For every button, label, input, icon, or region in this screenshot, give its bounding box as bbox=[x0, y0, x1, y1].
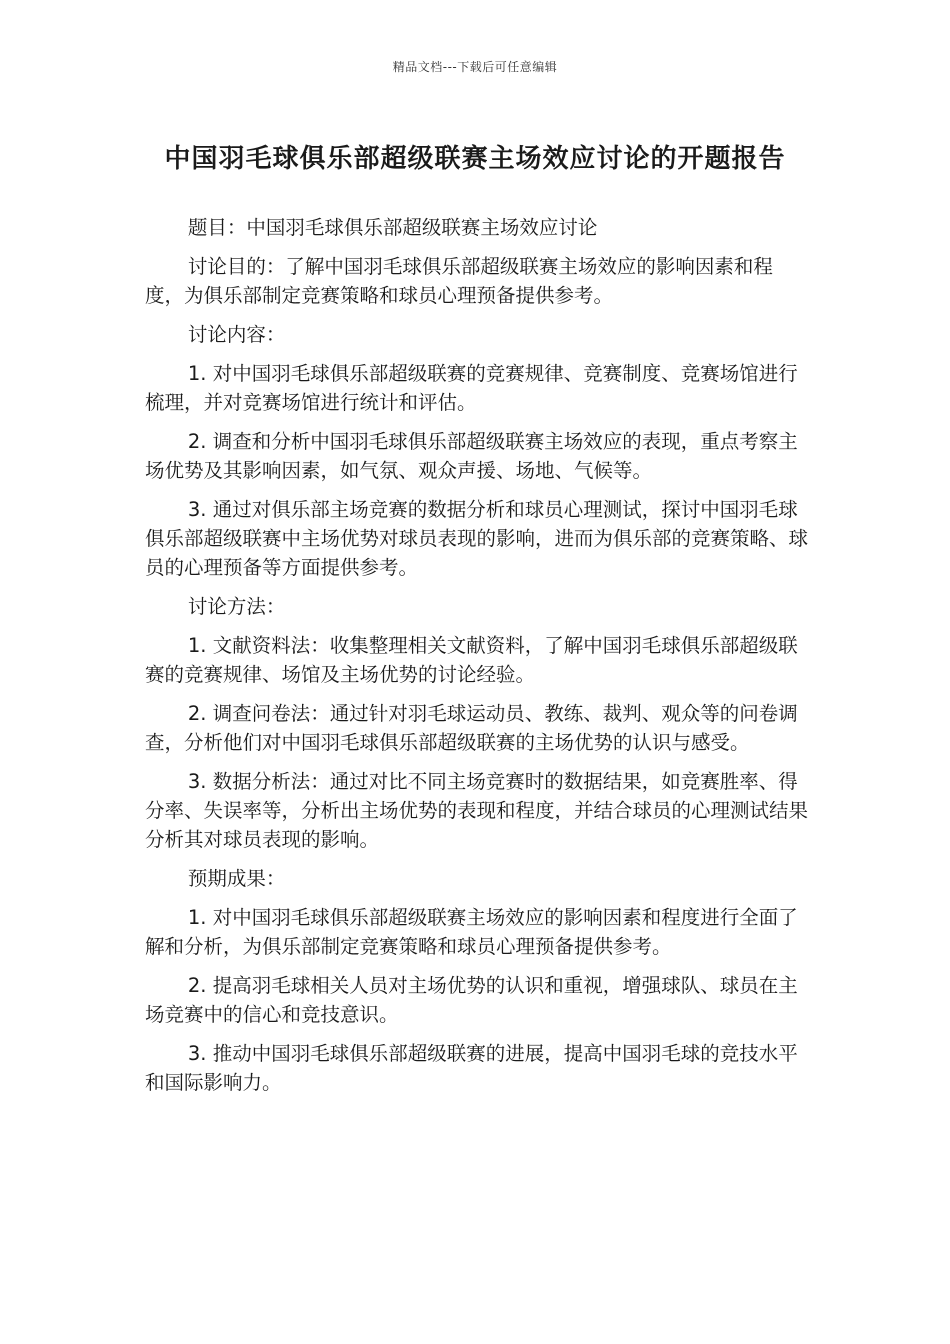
list-item: 3. 数据分析法：通过对比不同主场竞赛时的数据结果，如竞赛胜率、得分率、失误率等，分析出主场优势的表现和程度，并结合球员的心理测试结果分析其对球员表现的影响。 bbox=[145, 770, 809, 851]
header-note: 精品文档---下载后可任意编辑 bbox=[392, 60, 558, 74]
list-item: 2. 调查和分析中国羽毛球俱乐部超级联赛主场效应的表现，重点考察主场优势及其影响因素，如气氛、观众声援、场地、气候等。 bbox=[145, 430, 798, 482]
section-heading-content: 讨论内容： bbox=[187, 323, 286, 346]
list-item: 1. 对中国羽毛球俱乐部超级联赛的竞赛规律、竞赛制度、竞赛场馆进行梳理，并对竞赛场馆进行统计和评估。 bbox=[145, 362, 798, 414]
paragraph-topic: 题目：中国羽毛球俱乐部超级联赛主场效应讨论 bbox=[187, 216, 598, 239]
list-item: 1. 文献资料法：收集整理相关文献资料，了解中国羽毛球俱乐部超级联赛的竞赛规律、场馆及主场优势的讨论经验。 bbox=[145, 634, 798, 686]
list-item: 1. 对中国羽毛球俱乐部超级联赛主场效应的影响因素和程度进行全面了解和分析，为俱乐部制定竞赛策略和球员心理预备提供参考。 bbox=[145, 906, 798, 958]
document-body bbox=[145, 213, 809, 1107]
section-heading-methods: 讨论方法： bbox=[187, 595, 286, 618]
list-item: 3. 通过对俱乐部主场竞赛的数据分析和球员心理测试，探讨中国羽毛球俱乐部超级联赛中主场优势对球员表现的影响，进而为俱乐部的竞赛策略、球员的心理预备等方面提供参考。 bbox=[145, 498, 809, 579]
section-heading-outcomes: 预期成果： bbox=[187, 867, 286, 890]
document-title: 中国羽毛球俱乐部超级联赛主场效应讨论的开题报告 bbox=[164, 144, 786, 174]
list-item: 3. 推动中国羽毛球俱乐部超级联赛的进展，提高中国羽毛球的竞技水平和国际影响力。 bbox=[145, 1042, 798, 1094]
list-item: 2. 提高羽毛球相关人员对主场优势的认识和重视，增强球队、球员在主场竞赛中的信心和竞技意识。 bbox=[145, 974, 798, 1026]
list-item: 2. 调查问卷法：通过针对羽毛球运动员、教练、裁判、观众等的问卷调查，分析他们对中国羽毛球俱乐部超级联赛的主场优势的认识与感受。 bbox=[145, 702, 798, 754]
paragraph-purpose: 讨论目的：了解中国羽毛球俱乐部超级联赛主场效应的影响因素和程度，为俱乐部制定竞赛策略和球员心理预备提供参考。 bbox=[145, 255, 773, 307]
